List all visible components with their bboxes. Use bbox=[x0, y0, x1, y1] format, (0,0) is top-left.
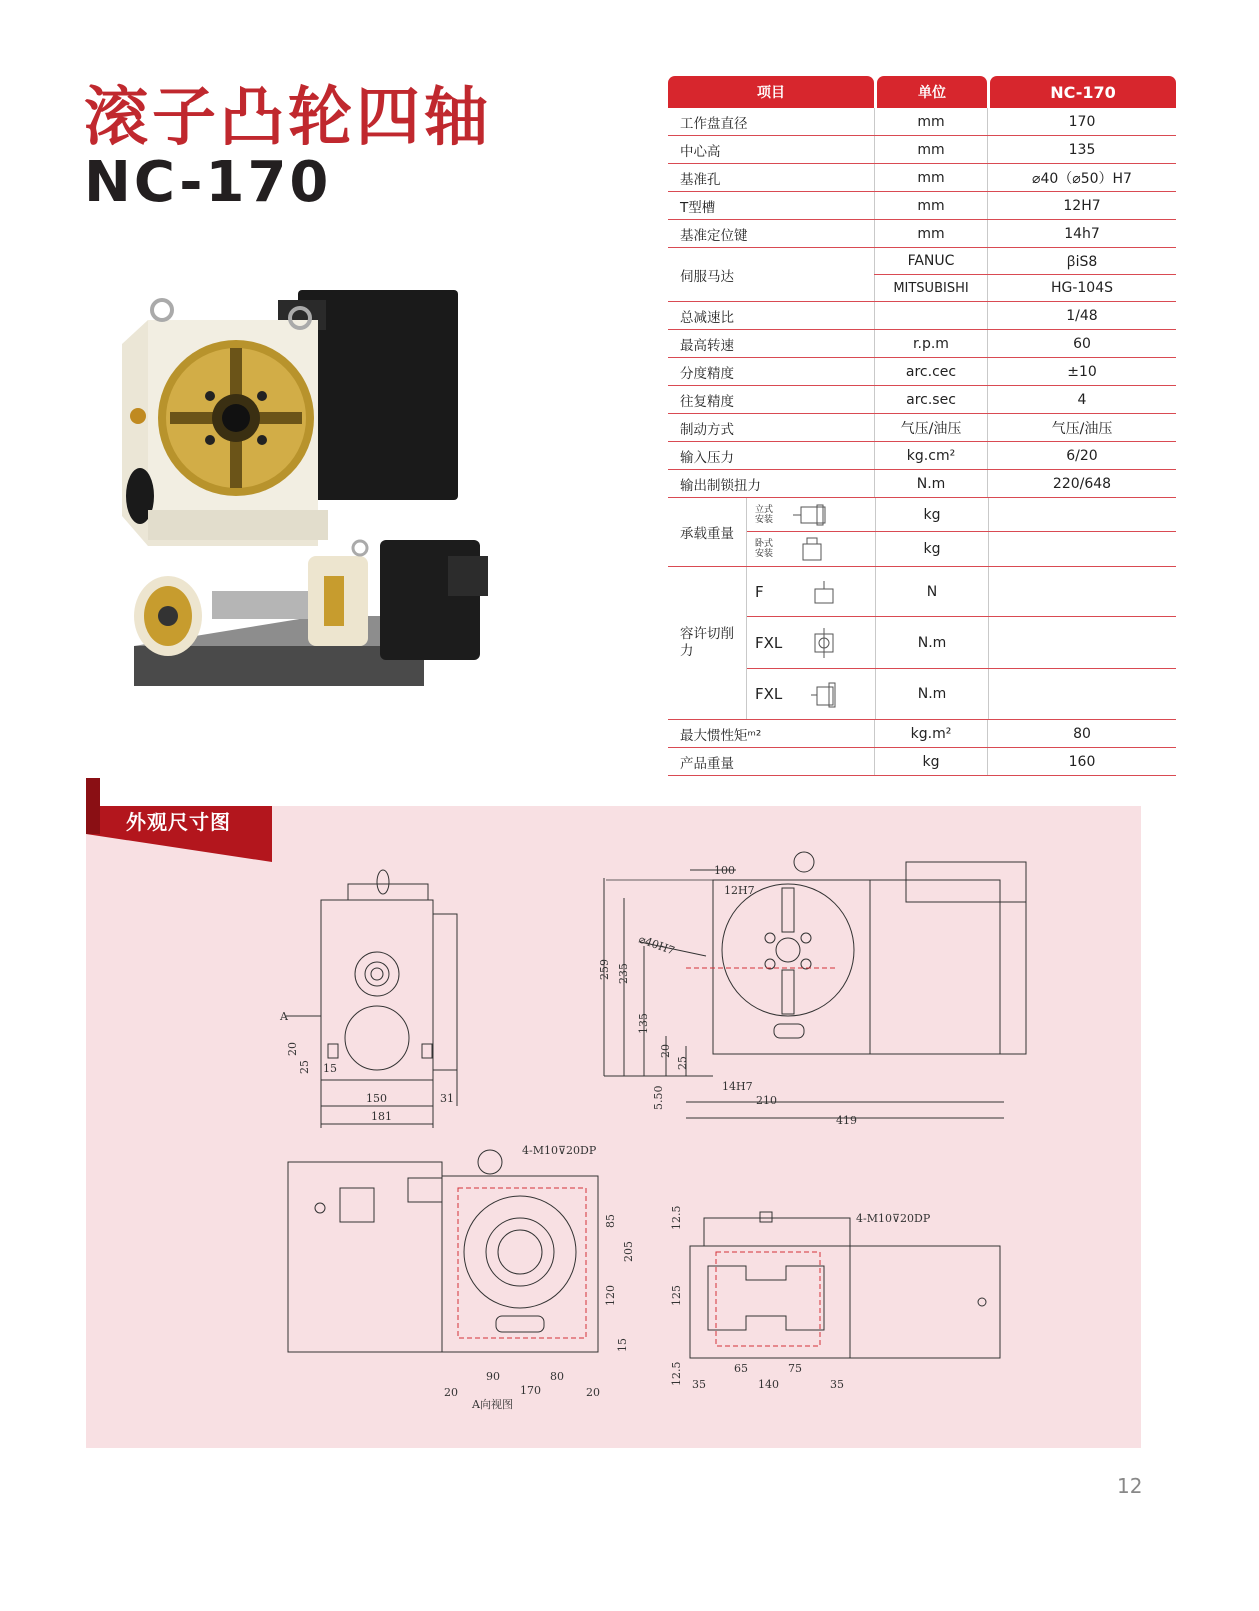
dim-120: 120 bbox=[604, 1285, 617, 1306]
dim-80: 80 bbox=[550, 1370, 564, 1383]
dim-14h7: 14H7 bbox=[722, 1080, 753, 1093]
row-value: 6/20 bbox=[987, 442, 1176, 469]
row-unit: mm bbox=[874, 164, 987, 191]
drawing-front-view bbox=[604, 852, 1026, 1118]
load-horizontal-row bbox=[747, 532, 1176, 566]
row-unit: arc.cec bbox=[874, 358, 987, 385]
table-row bbox=[668, 442, 1176, 470]
row-unit: N.m bbox=[874, 470, 987, 497]
dim-205: 205 bbox=[622, 1241, 635, 1262]
row-unit: r.p.m bbox=[874, 330, 987, 357]
dim-25b: 25 bbox=[676, 1056, 689, 1070]
row-item: 基准定位键 bbox=[680, 227, 748, 244]
row-value: 60 bbox=[987, 330, 1176, 357]
table-row bbox=[668, 748, 1176, 776]
row-item: 输出制锁扭力 bbox=[680, 477, 761, 494]
row-unit: kg.cm² bbox=[874, 442, 987, 469]
row-unit: arc.sec bbox=[874, 386, 987, 413]
force-fxl-icon bbox=[809, 628, 839, 658]
spec-table-body bbox=[668, 108, 1176, 776]
row-item: 最高转速 bbox=[680, 337, 734, 354]
row-unit: N bbox=[875, 567, 988, 616]
sub-label: FXL bbox=[755, 684, 783, 703]
row-unit: mm bbox=[874, 136, 987, 163]
row-value: 160 bbox=[987, 748, 1176, 775]
dim-85: 85 bbox=[604, 1214, 617, 1228]
row-value: 4 bbox=[987, 386, 1176, 413]
force-f-icon bbox=[809, 579, 839, 605]
dim-a: A bbox=[280, 1010, 288, 1023]
table-row bbox=[668, 358, 1176, 386]
row-unit: mm bbox=[874, 220, 987, 247]
row-unit: mm bbox=[874, 192, 987, 219]
dim-259: 259 bbox=[598, 959, 611, 980]
vertical-mount-icon bbox=[791, 503, 831, 527]
table-row bbox=[668, 330, 1176, 358]
dim-12h7: 12H7 bbox=[724, 884, 755, 897]
dim-m10-b: 4-M10⊽20DP bbox=[856, 1212, 931, 1225]
section-title: 外观尺寸图 bbox=[126, 810, 231, 834]
row-item: 最大惯性矩ᵐ² bbox=[680, 727, 762, 744]
row-unit: mm bbox=[874, 108, 987, 135]
servo-group bbox=[668, 248, 1176, 302]
table-row bbox=[668, 386, 1176, 414]
dim-90: 90 bbox=[486, 1370, 500, 1383]
row-value: ꞵiS8 bbox=[987, 248, 1176, 274]
row-value: ±10 bbox=[987, 358, 1176, 385]
table-row bbox=[668, 302, 1176, 330]
servo-label: 伺服马达 bbox=[680, 268, 734, 285]
row-item: 总减速比 bbox=[680, 309, 734, 326]
dim-35b: 35 bbox=[830, 1378, 844, 1391]
horizontal-mount-icon bbox=[791, 536, 831, 562]
dim-15: 15 bbox=[323, 1062, 337, 1075]
dim-20d: 20 bbox=[586, 1386, 600, 1399]
dim-20b: 20 bbox=[659, 1044, 672, 1058]
row-unit bbox=[874, 302, 987, 329]
dim-181: 181 bbox=[371, 1110, 392, 1123]
table-row bbox=[668, 720, 1176, 748]
table-row bbox=[668, 192, 1176, 220]
dim-210: 210 bbox=[756, 1094, 777, 1107]
product-title-cn: 滚子凸轮四轴 bbox=[84, 81, 492, 155]
view-label-a: A向视图 bbox=[472, 1398, 513, 1411]
table-row bbox=[668, 108, 1176, 136]
row-value bbox=[988, 498, 1176, 531]
row-item: 产品重量 bbox=[680, 755, 734, 772]
table-row bbox=[668, 164, 1176, 192]
dim-550: 5.50 bbox=[652, 1085, 665, 1110]
row-value bbox=[988, 532, 1176, 566]
table-row bbox=[668, 220, 1176, 248]
cut-force-group bbox=[668, 567, 1176, 720]
header-model: NC-170 bbox=[990, 76, 1176, 108]
row-item: 基准孔 bbox=[680, 171, 721, 188]
dim-15b: 15 bbox=[616, 1338, 629, 1352]
page-number: 12 bbox=[1117, 1474, 1143, 1498]
dim-75: 75 bbox=[788, 1362, 802, 1375]
dim-125a: 12.5 bbox=[670, 1205, 683, 1230]
spec-table-header bbox=[668, 76, 1176, 108]
dim-65: 65 bbox=[734, 1362, 748, 1375]
row-unit: N.m bbox=[875, 617, 988, 667]
load-group bbox=[668, 498, 1176, 567]
dim-20: 20 bbox=[286, 1042, 299, 1056]
row-value: 12H7 bbox=[987, 192, 1176, 219]
row-value: 80 bbox=[987, 720, 1176, 747]
dimension-drawings bbox=[86, 806, 1141, 1448]
dim-235: 235 bbox=[617, 963, 630, 984]
row-unit: kg.m² bbox=[874, 720, 987, 747]
row-item: 制动方式 bbox=[680, 421, 734, 438]
cut-force-fxl-row bbox=[747, 617, 1176, 668]
header-unit: 单位 bbox=[877, 76, 987, 108]
row-value: HG-104S bbox=[987, 275, 1176, 301]
row-unit: N.m bbox=[875, 669, 988, 719]
dim-125: 125 bbox=[670, 1285, 683, 1306]
row-value: 气压/油压 bbox=[987, 414, 1176, 441]
row-item: T型槽 bbox=[680, 199, 716, 216]
table-row bbox=[668, 414, 1176, 442]
cut-force-fxl2-row bbox=[747, 669, 1176, 719]
dim-140: 140 bbox=[758, 1378, 779, 1391]
row-value: ⌀40（⌀50）H7 bbox=[987, 164, 1176, 191]
product-model-title: NC-170 bbox=[84, 150, 332, 215]
dim-m10-a: 4-M10⊽20DP bbox=[522, 1144, 597, 1157]
servo-mitsubishi-row bbox=[874, 275, 1176, 301]
dim-35a: 35 bbox=[692, 1378, 706, 1391]
cut-force-f-row bbox=[747, 567, 1176, 617]
row-value bbox=[988, 567, 1176, 616]
table-row bbox=[668, 136, 1176, 164]
row-item: 往复精度 bbox=[680, 393, 734, 410]
row-unit: kg bbox=[874, 748, 987, 775]
row-unit: MITSUBISHI bbox=[874, 275, 987, 301]
row-item: 输入压力 bbox=[680, 449, 734, 466]
servo-fanuc-row bbox=[874, 248, 1176, 275]
sub-label: F bbox=[755, 582, 764, 601]
sub-label: 立式安装 bbox=[755, 504, 774, 525]
row-value: 1/48 bbox=[987, 302, 1176, 329]
header-item: 项目 bbox=[668, 76, 874, 108]
load-label: 承载重量 bbox=[680, 526, 734, 542]
dim-135: 135 bbox=[637, 1013, 650, 1034]
force-fxl-side-icon bbox=[809, 679, 839, 709]
row-value bbox=[988, 617, 1176, 667]
dim-125b: 12.5 bbox=[670, 1361, 683, 1386]
dim-bore: ⌀40H7 bbox=[636, 932, 677, 958]
row-item: 中心高 bbox=[680, 143, 721, 160]
row-unit: kg bbox=[875, 498, 988, 531]
dim-31: 31 bbox=[440, 1092, 454, 1105]
dim-25: 25 bbox=[298, 1060, 311, 1074]
row-value: 220/648 bbox=[987, 470, 1176, 497]
dim-419: 419 bbox=[836, 1114, 857, 1127]
drawing-bottom-view bbox=[690, 1212, 1000, 1358]
row-unit: FANUC bbox=[874, 248, 987, 274]
drawing-side-view bbox=[286, 870, 457, 1128]
row-value bbox=[988, 669, 1176, 719]
row-unit: 气压/油压 bbox=[874, 414, 987, 441]
spec-table bbox=[668, 76, 1176, 776]
product-photo bbox=[118, 286, 498, 726]
row-value: 135 bbox=[987, 136, 1176, 163]
drawing-top-view bbox=[288, 1150, 598, 1352]
row-value: 170 bbox=[987, 108, 1176, 135]
dim-100: 100 bbox=[714, 864, 735, 877]
dim-20c: 20 bbox=[444, 1386, 458, 1399]
load-vertical-row bbox=[747, 498, 1176, 532]
row-item: 分度精度 bbox=[680, 365, 734, 382]
sub-label: FXL bbox=[755, 633, 783, 652]
dim-170: 170 bbox=[520, 1384, 541, 1397]
dim-150: 150 bbox=[366, 1092, 387, 1105]
cut-force-label: 容许切削力 bbox=[680, 626, 734, 659]
table-row bbox=[668, 470, 1176, 498]
row-value: 14h7 bbox=[987, 220, 1176, 247]
row-item: 工作盘直径 bbox=[680, 115, 748, 132]
sub-label: 卧式安装 bbox=[755, 539, 774, 559]
row-unit: kg bbox=[875, 532, 988, 566]
